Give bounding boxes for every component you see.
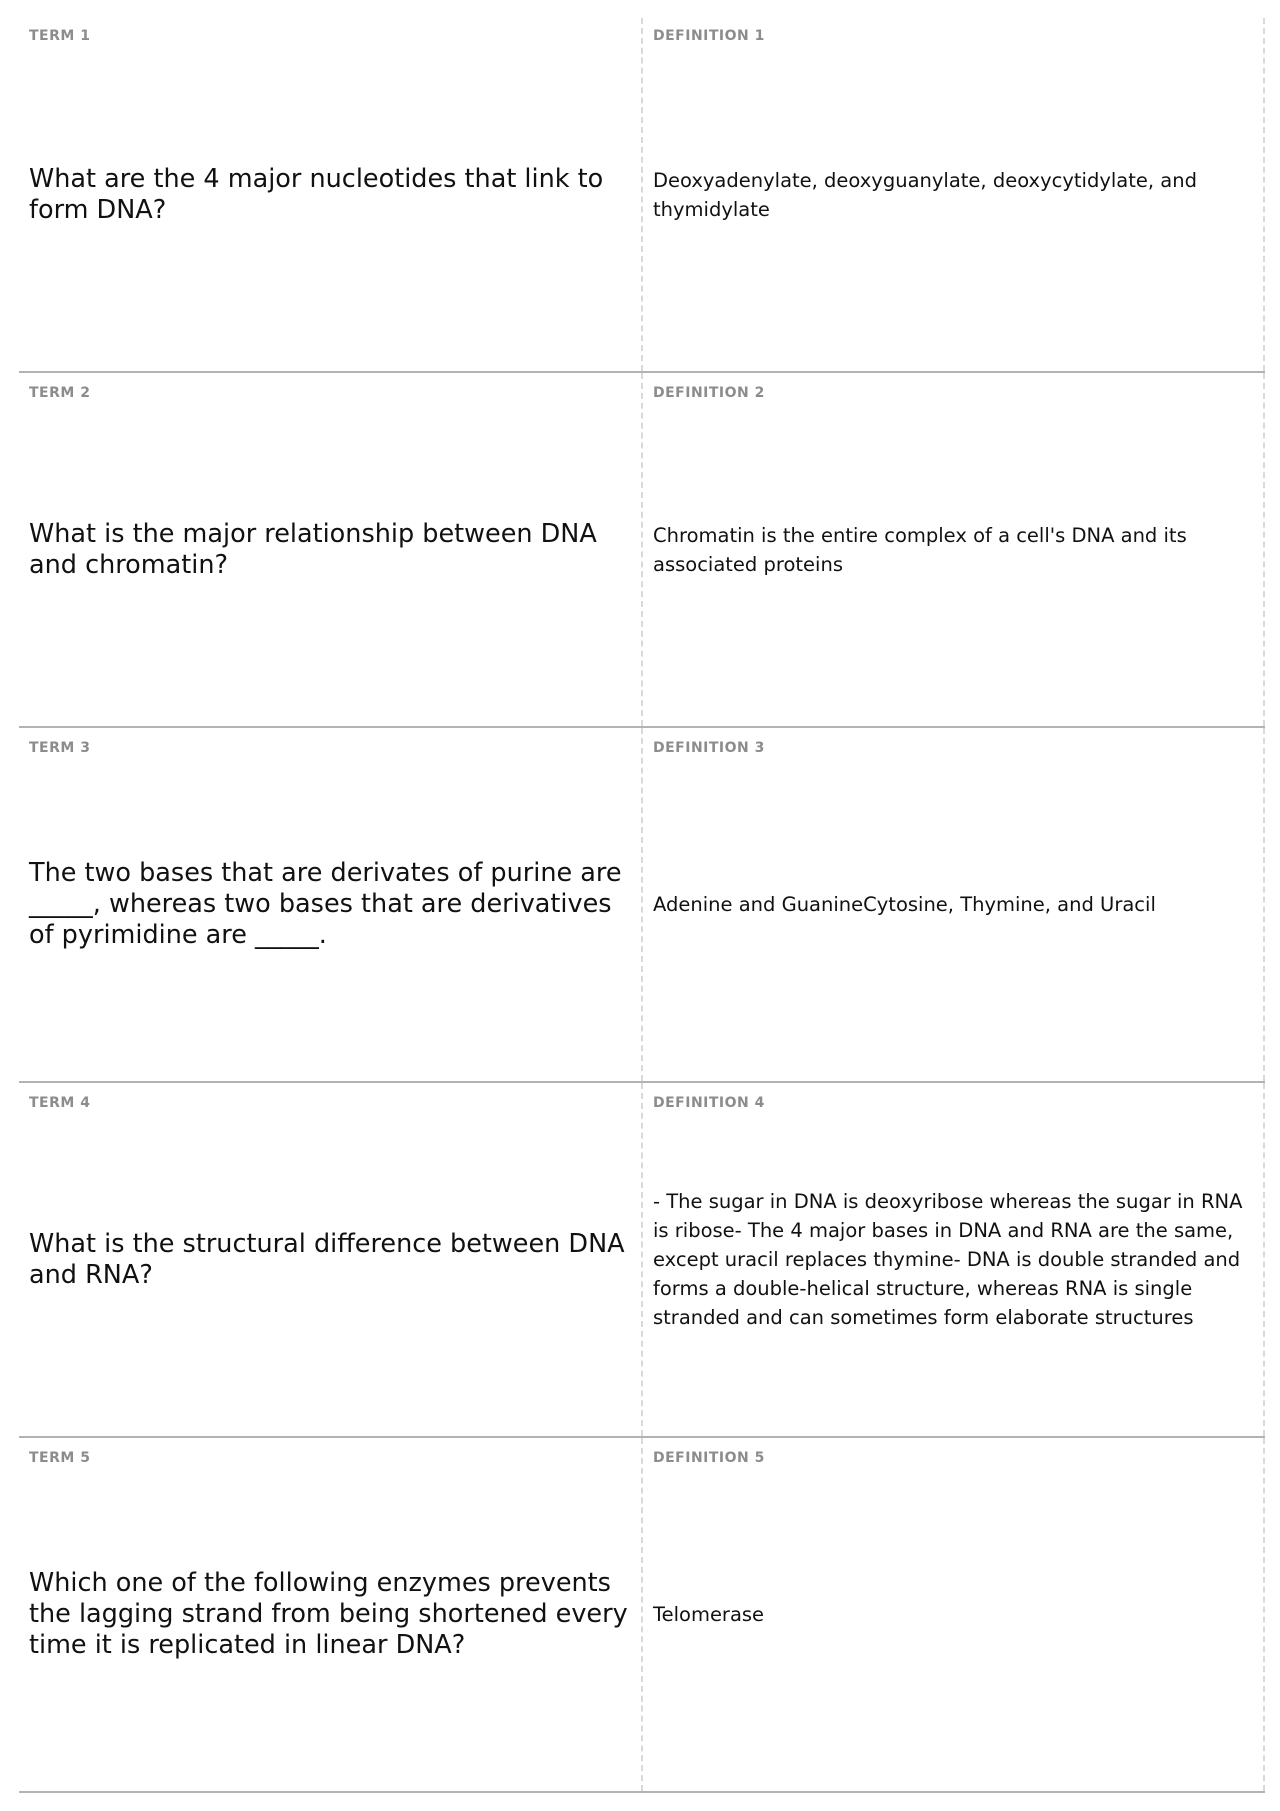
- definition-text: Telomerase: [653, 1603, 765, 1626]
- term-cell-5: [19, 1438, 643, 1791]
- definition-text: Chromatin is the entire complex of a cell's DNA and its associated proteins: [653, 523, 1187, 576]
- definition-text: - The sugar in DNA is deoxyribose whereas the sugar in RNA is ribose- The 4 major bases in DNA and RNA are the same, except uracil replaces thymine- DNA is double stranded and forms a double-helical structure, whereas RNA is single stranded and can sometimes form elaborate structures: [653, 1190, 1243, 1329]
- term-body: [29, 52, 631, 371]
- definition-cell-3: [643, 728, 1265, 1081]
- definition-body: [653, 762, 1253, 1081]
- definition-body: [653, 407, 1253, 726]
- definition-body: [653, 52, 1253, 371]
- flashcard-row-4: [19, 1083, 1265, 1438]
- term-label: TERM 4: [29, 1095, 91, 1111]
- definition-body: [653, 1472, 1253, 1791]
- flashcard-row-2: [19, 373, 1265, 728]
- term-label: TERM 2: [29, 385, 91, 401]
- term-cell-1: [19, 18, 643, 371]
- term-label: TERM 3: [29, 740, 91, 756]
- definition-cell-4: [643, 1083, 1265, 1436]
- term-text: What is the major relationship between DNA and chromatin?: [29, 518, 597, 580]
- term-label: TERM 5: [29, 1450, 91, 1466]
- definition-cell-5: [643, 1438, 1265, 1791]
- definition-cell-1: [643, 18, 1265, 371]
- term-cell-2: [19, 373, 643, 726]
- flashcard-row-5: [19, 1438, 1265, 1793]
- term-text: The two bases that are derivates of purine are _____, whereas two bases that are derivatives of pyrimidine are _____.: [29, 858, 622, 950]
- definition-label: DEFINITION 3: [653, 740, 765, 756]
- flashcard-sheet: [19, 18, 1265, 1793]
- term-body: [29, 1472, 631, 1791]
- term-body: [29, 1117, 631, 1436]
- term-body: [29, 407, 631, 726]
- flashcard-row-3: [19, 728, 1265, 1083]
- term-text: Which one of the following enzymes prevents the lagging strand from being shortened every time it is replicated in linear DNA?: [29, 1568, 628, 1660]
- definition-text: Deoxyadenylate, deoxyguanylate, deoxycytidylate, and thymidylate: [653, 168, 1197, 221]
- definition-cell-2: [643, 373, 1265, 726]
- term-cell-3: [19, 728, 643, 1081]
- term-body: [29, 762, 631, 1081]
- term-text: What is the structural difference between DNA and RNA?: [29, 1228, 625, 1290]
- definition-label: DEFINITION 2: [653, 385, 765, 401]
- term-text: What are the 4 major nucleotides that link to form DNA?: [29, 163, 604, 225]
- term-cell-4: [19, 1083, 643, 1436]
- definition-text: Adenine and GuanineCytosine, Thymine, and Uracil: [653, 893, 1156, 916]
- definition-label: DEFINITION 4: [653, 1095, 765, 1111]
- definition-label: DEFINITION 1: [653, 28, 765, 44]
- term-label: TERM 1: [29, 28, 91, 44]
- definition-body: [653, 1117, 1253, 1436]
- flashcard-row-1: [19, 18, 1265, 373]
- definition-label: DEFINITION 5: [653, 1450, 765, 1466]
